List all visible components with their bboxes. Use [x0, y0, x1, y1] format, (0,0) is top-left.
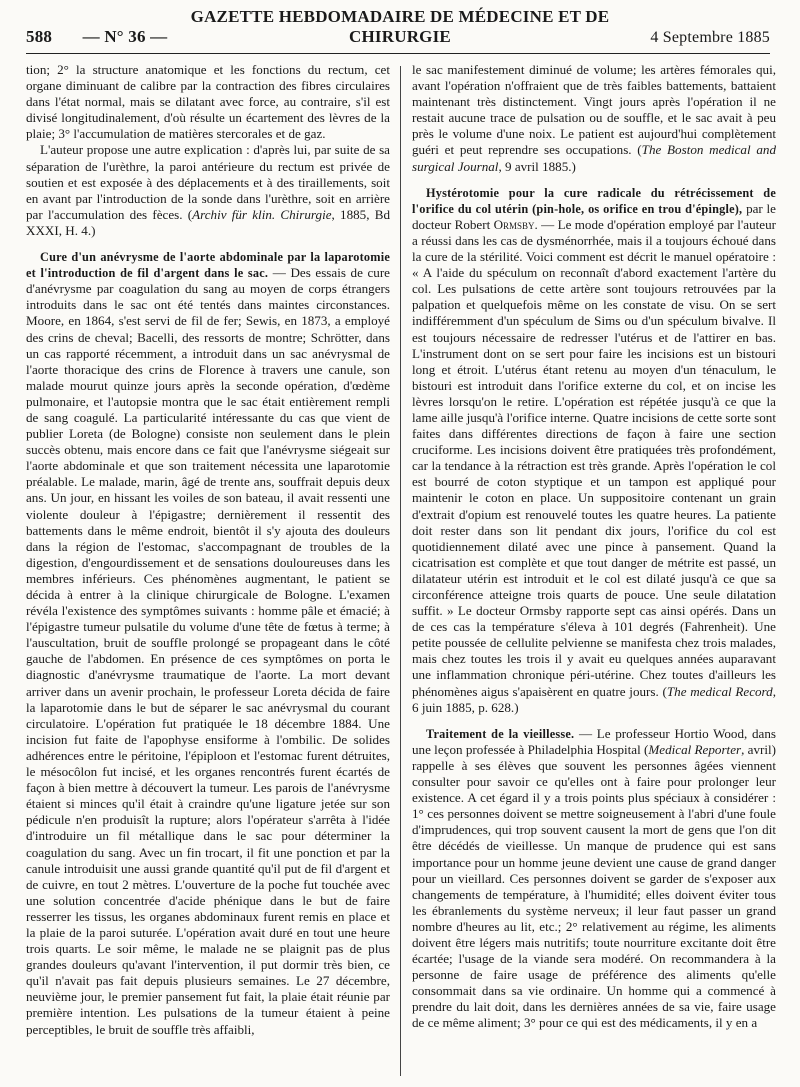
issue-number: — N° 36 — [82, 27, 168, 46]
article-intro: — Le professeur Hortio Wood, dans une leçon professée à Philadelphia Hospital ( [412, 725, 776, 757]
article-old-age [412, 726, 776, 1032]
paragraph [26, 142, 390, 239]
article-title: Hystérotomie pour la cure radicale du rétrécissement de l'orifice du col utérin (pin-hole, os orifice en trou d'épingle), [412, 185, 776, 216]
paragraph-text: le sac manifestement diminué de volume; les artères fémorales qui, avant l'opération n'offraient que de très faibles battements, battaient maintenant très distinctement. Vingt jours après l'opération il ne restait aucune trace de pulsation ou de souffle, et le sac avait à peu près le volume d'une noix. Le patient est aujourd'hui complètement guéri et peut reprendre ses occupations. ( [412, 62, 776, 158]
article-title: Traitement de la vieillesse. [426, 726, 575, 741]
paragraph-text: L'auteur propose une autre explication : d'après lui, par suite de sa séparation de l'urèthre, la paroi antérieure du rectum est privée de soutien et est exposée à des déplacements et à des tiraillements, soit en avant par l'introduction de la sonde dans l'urèthre, soit en arrière par l'accumulation des fèces. ( [26, 142, 390, 222]
source-citation: The medical Record [666, 683, 773, 699]
citation-details: , 1885, Bd XXXI, H. 4.) [26, 206, 390, 238]
journal-name: Medical Reporter [648, 741, 742, 757]
article-hysterotomy [412, 185, 776, 716]
author-name: Ormsby [493, 216, 535, 232]
right-column [412, 62, 776, 1080]
text-columns [26, 62, 776, 1080]
paragraph: tion; 2° la structure anatomique et les fonctions du rectum, cet organe diminuant de calibre par la contraction des fibres circulaires dans l'état normal, mais se dilatant avec force, au contraire, s'il est divisé longitudinalement, d'où résulte un écartement des lèvres de la plaie; 3° l'accumulation de matières stercorales et de gaz. [26, 62, 390, 142]
article-body: — Des essais de cure d'anévrysme par coagulation du sang au moyen de corps étrangers introduits dans le sac ont été tentés dans maintes circonstances. Moore, en 1864, s'est servi de fil de fer; Sewis, en 1873, a employé des crins de cheval; Bacelli, des ressorts de montre; Schrötter, dans un cas rapporté récemment, a introduit dans un sac anévrysmal de l'aorte thoracique des crins de Florence à travers une canule, son malade mourut quinze jours après la seconde opération, d'œdème pulmonaire, et l'autopsie montra que le sac était entièrement rempli de sang coagulé. La particularité intéressante du cas que vient de publier Loreta (de Bologne) consiste non seulement dans le plein succès obtenu, mais encore dans ce fait que l'anévrysme siégeait sur l'aorte abdominale et que son traitement nécessita une laparotomie préalable. Le malade, marin, âgé de trente ans, souffrait depuis deux ans. Un jour, en hissant les voiles de son bateau, il avait ressenti une violente douleur à l'épigastre; dernièrement il ressentit des battements dans le même endroit, bientôt il s'y ajouta des douleurs dans la région de l'estomac, s'accompagnant de troubles de la digestion, d'engourdissement et de sensations douloureuses dans les membres inférieurs. Ces phénomènes augmentant, le patient se décida à entrer à la clinique chirurgicale de Bologne. L'examen révéla l'existence des symptômes suivants : homme pâle et émacié; à l'épigastre tumeur pulsatile du volume d'une tête de fœtus à terme; à l'auscultation, bruit de souffle prolongé se propageant dans le côté gauche de l'abdomen. En présence de ces symptômes on porta le diagnostic d'anévrysme traumatique de l'aorte. La mort devant arriver dans un avenir prochain, le professeur Loreta décida de faire la laparotomie dans le but de séparer le sac anévrysmal du courant circulatoire. L'opération fut pratiquée le 18 décembre 1884. Une incision fut faite de l'apophyse ensiforme à l'ombilic. De solides adhérences entre le péritoine, l'épiploon et l'estomac furent détruites, le mésocôlon fut incisé, et les organes rencontrés furent écartés de façon à bien mettre à découvert la tumeur. Les parois de l'anévrysme étaient si minces qu'il était à craindre qu'une ligature jetée sur son pédicule n'en produisît la rupture; alors l'opérateur s'arrêta à l'idée d'introduire un fil métallique dans le sac pour déterminer la coagulation du sang. Avec un fin trocart, il fit une ponction et par la canule introduisit une aussi grande quantité qu'il put de fil d'argent et de cuivre, en tout 2 mètres. L'ouverture de la poche fut touchée avec une solution concentrée d'acide phénique dans le but de faire resserrer les tissus, les organes abdominaux furent remis en place et la plaie de la paroi suturée. L'opération avait duré en tout une heure trois quarts. Le soir même, le malade ne se plaignit pas de plus grandes douleurs qu'avant l'intervention, il put dormir très bien, ce qu'il n'avait pas fait depuis plusieurs semaines. Le 27 décembre, neuvième jour, le premier pansement fut fait, la plaie était réunie par première intention. Les pulsations de la tumeur étaient à peine perceptibles, le bruit de souffle très affaibli, [26, 265, 390, 1037]
source-citation: Archiv für klin. Chirurgie [192, 206, 332, 222]
journal-title: GAZETTE HEBDOMADAIRE DE MÉDECINE ET DE CHIRURGIE [190, 7, 610, 46]
source-citation: The Boston medical and surgical Journal [412, 142, 776, 174]
issue-date: 4 Septembre 1885 [650, 29, 770, 46]
article-body: , avril) rappelle à ses élèves que souvent les personnes âgées viennent consulter pour savoir ce qu'elles ont à faire pour prolonger leur existence. A cet égard il y a trois points plus spéciaux à considérer : 1° ces personnes doivent se mettre soigneusement à l'abri d'une foule d'imprudences, qui trop souvent causent la mort de gens que l'on dit être décédés de vieillesse. Un manque de prudence qui est sans importance pour un homme jeune devient une cause de grand danger pour un vieillard. Ces personnes doivent se garder de s'exposer aux changements de température, à l'humidité; elles doivent éviter tous les ébranlements du système nerveux; il leur faut passer un grand nombre d'heures au lit, etc.; 2° relativement au régime, les aliments doivent être légers mais nutritifs; toute nourriture excitante doit être écartée; l'usage de la viande sera modéré. On recommandera à la personne de faire usage de préférence des aliments qu'elle consommait dans sa vie ordinaire. Un homme qui a commencé à prendre du lait doit, dans les dernières années de sa vie, faire usage de ce même aliment; 3° pour ce qui est des médicaments, il y en a [412, 741, 776, 1031]
article-body: . — Le mode d'opération employé par l'auteur a réussi dans les cas de dysménorrhée, mais il a toujours échoué dans la cure de la stérilité. Voici comment est décrit le manuel opératoire : « A l'aide du spéculum on reconnaît d'abord exactement l'artère du col. Les pulsations de cette artère sont toujours retrouvées par la palpation et quelquefois même on les constate de visu. On se sert indifféremment d'un spéculum de Sims ou d'un spéculum bivalve. Il est toujours nécessaire de redresser l'utérus et de l'attirer en bas. L'instrument dont on se sert pour faire les incisions est un bistouri long et étroit. L'utérus étant retenu au moyen d'un ténaculum, le bistouri est introduit dans l'orifice externe du col, et on incise les lèvres lorsqu'on le retire. L'opération est répétée jusqu'à ce que la lame aille jusqu'à l'orifice interne. Quatre incisions de cette sorte sont faites dans différentes directions de façon à faire une section cruciforme. Les incisions doivent être pratiquées très profondément, car la tendance à la rétraction est très grande. Après l'opération le col est bourré de coton styptique et un tampon est appliqué pour maintenir le coton en place. Un suppositoire contenant un grain d'extrait d'opium est renouvelé toutes les quatre heures. La patiente doit rester dans son lit pendant dix jours, l'orifice du col est quotidiennement dilaté avec une pince à pansement. Quand la cicatrisation est complète et que tout danger de métrite est passé, un dilatateur utérin est introduit et le col est dilaté jusqu'à ce que sa circonférence atteigne trois quarts de pouce. Une seule dilatation suffit. » Le docteur Ormsby rapporte sept cas ainsi opérés. Dans un de ces cas la température s'éleva à 101 degrés (Fahrenheit). Une petite poussée de cellulite pelvienne se manifesta chez trois malades, mais chez toutes les trois il y avait eu quelques années auparavant une inflammation chronique péri-utérine. Chez toutes d'ailleurs les phénomènes aigus s'apaisèrent en quatre jours. ( [412, 216, 776, 699]
paragraph [412, 62, 776, 175]
author-prefix: par le docteur Robert [412, 200, 776, 232]
article-title: Cure d'un anévrysme de l'aorte abdominale par la laparotomie et l'introduction de fil d'argent dans le sac. [26, 250, 390, 281]
left-column [26, 62, 390, 1080]
page-number: 588 [26, 27, 53, 46]
citation-details: , 9 avril 1885.) [498, 158, 576, 174]
citation-details: , 6 juin 1885, p. 628.) [412, 683, 776, 715]
page-header [26, 7, 770, 54]
article-aneurysm [26, 249, 390, 1038]
